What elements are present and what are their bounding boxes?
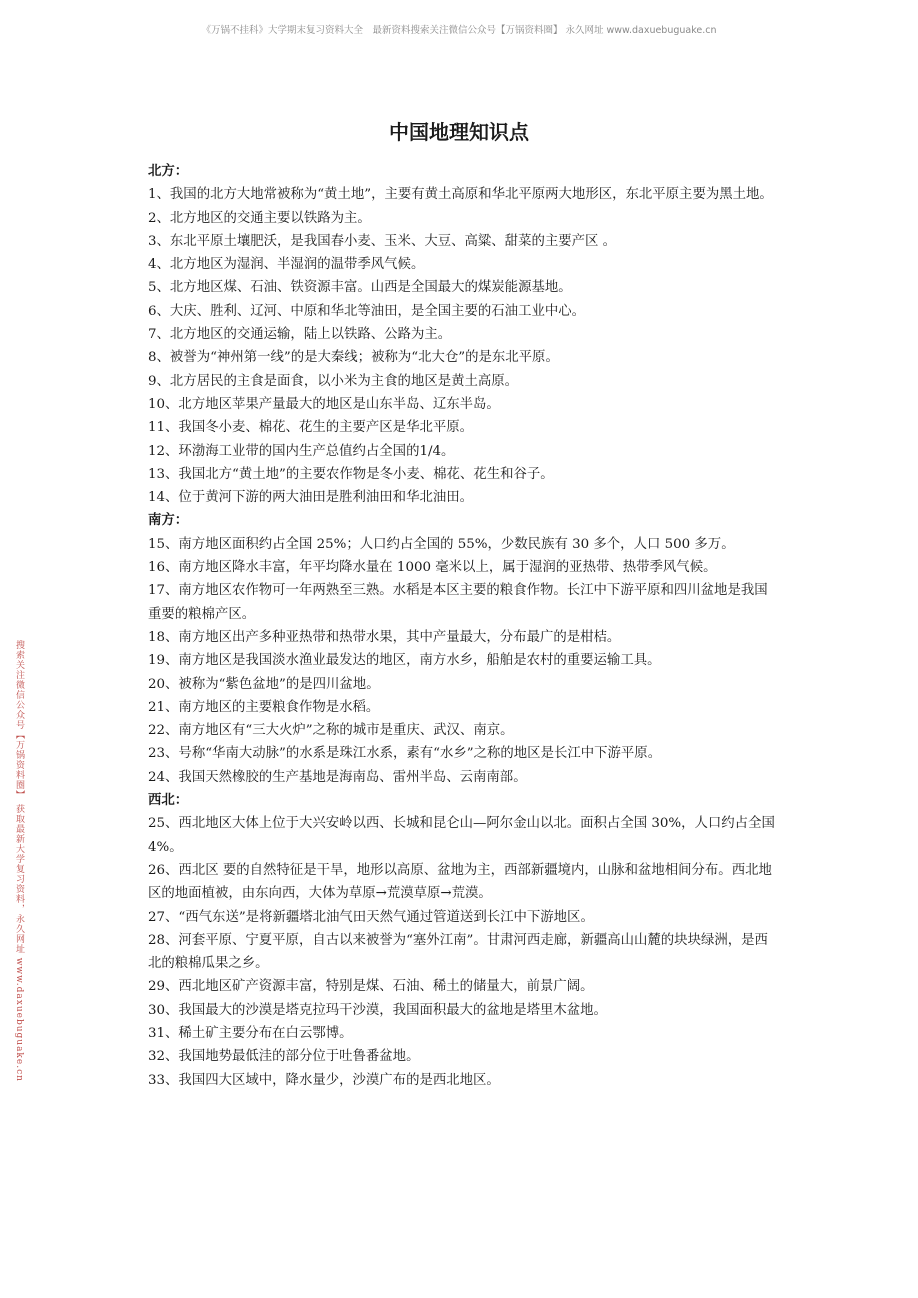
list-item: 6、大庆、胜利、辽河、中原和华北等油田，是全国主要的石油工业中心。 bbox=[148, 303, 586, 319]
list-item: 16、南方地区降水丰富，年平均降水量在 1000 毫米以上，属于湿润的亚热带、热带季风气候。 bbox=[148, 560, 717, 576]
list-item: 30、我国最大的沙漠是塔克拉玛干沙漠，我国面积最大的盆地是塔里木盆地。 bbox=[148, 1002, 607, 1018]
list-item: 31、稀土矿主要分布在白云鄂博。 bbox=[148, 1025, 353, 1041]
list-item: 21、南方地区的主要粮食作物是水稻。 bbox=[148, 699, 380, 715]
list-item: 20、被称为“紫色盆地”的是四川盆地。 bbox=[148, 676, 380, 692]
page-title: 中国地理知识点 bbox=[389, 120, 529, 144]
section-heading: 北方： bbox=[148, 164, 189, 179]
list-item: 14、位于黄河下游的两大油田是胜利油田和华北油田。 bbox=[148, 490, 474, 506]
list-item: 5、北方地区煤、石油、铁资源丰富。山西是全国最大的煤炭能源基地。 bbox=[148, 280, 572, 296]
side-watermark-text: 搜索关注微信公众号【万锅资料圈】 获取最新大学复习资料，永久网址 www.daxuebuguake.cn bbox=[14, 640, 24, 1082]
list-item: 29、西北地区矿产资源丰富，特别是煤、石油、稀土的储量大，前景广阔。 bbox=[148, 979, 594, 995]
list-item: 9、北方居民的主食是面食，以小米为主食的地区是黄土高原。 bbox=[148, 373, 519, 389]
list-item: 19、南方地区是我国淡水渔业最发达的地区，南方水乡，船舶是农村的重要运输工具。 bbox=[148, 653, 661, 669]
list-item: 1、我国的北方大地常被称为“黄土地”，主要有黄土高原和华北平原两大地形区，东北平原主要为黑土地。 bbox=[148, 187, 773, 203]
list-item: 11、我国冬小麦、棉花、花生的主要产区是华北平原。 bbox=[148, 420, 474, 436]
list-item: 10、北方地区苹果产量最大的地区是山东半岛、辽东半岛。 bbox=[148, 396, 500, 412]
list-item: 27、“西气东送”是将新疆塔北油气田天然气通过管道送到长江中下游地区。 bbox=[148, 909, 594, 925]
list-item: 25、西北地区大体上位于大兴安岭以西、长城和昆仑山—阿尔金山以北。面积占全国 30%，人口约占全国 4%。 bbox=[148, 816, 775, 855]
list-item: 17、南方地区农作物可一年两熟至三熟。水稻是本区主要的粮食作物。长江中下游平原和四川盆地是我国重要的粮棉产区。 bbox=[148, 583, 768, 622]
list-item: 32、我国地势最低洼的部分位于吐鲁番盆地。 bbox=[148, 1049, 420, 1065]
list-item: 4、北方地区为湿润、半湿润的温带季风气候。 bbox=[148, 257, 425, 273]
list-item: 12、环渤海工业带的国内生产总值约占全国的1/4。 bbox=[148, 443, 455, 459]
list-item: 2、北方地区的交通主要以铁路为主。 bbox=[148, 210, 371, 226]
page-header: 《万锅不挂科》大学期末复习资料大全 最新资料搜索关注微信公众号【万锅资料圈】 永久网址 www.daxuebuguake.cn bbox=[201, 25, 717, 36]
list-item: 8、被誉为“神州第一线”的是大秦线；被称为“北大仓”的是东北平原。 bbox=[148, 350, 559, 366]
list-item: 15、南方地区面积约占全国 25%；人口约占全国的 55%，少数民族有 30 多个，人口 500 多万。 bbox=[148, 536, 735, 552]
list-item: 24、我国天然橡胶的生产基地是海南岛、雷州半岛、云南南部。 bbox=[148, 769, 527, 785]
list-item: 3、东北平原土壤肥沃，是我国春小麦、玉米、大豆、高粱、甜菜的主要产区 。 bbox=[148, 233, 617, 249]
section-heading: 西北： bbox=[148, 793, 189, 809]
list-item: 18、南方地区出产多种亚热带和热带水果，其中产量最大，分布最广的是柑桔。 bbox=[148, 629, 621, 645]
document-body bbox=[148, 160, 780, 1092]
list-item: 33、我国四大区域中，降水量少，沙漠广布的是西北地区。 bbox=[148, 1072, 500, 1088]
section-heading: 南方： bbox=[148, 513, 189, 529]
list-item: 22、南方地区有“三大火炉”之称的城市是重庆、武汉、南京。 bbox=[148, 723, 514, 739]
list-item: 23、号称“华南大动脉”的水系是珠江水系，素有“水乡”之称的地区是长江中下游平原。 bbox=[148, 746, 662, 762]
list-item: 28、河套平原、宁夏平原，自古以来被誉为“塞外江南”。甘肃河西走廊，新疆高山山麓的块块绿洲，是西北的粮棉瓜果之乡。 bbox=[148, 932, 768, 972]
list-item: 26、西北区 要的自然特征是干旱，地形以高原、盆地为主，西部新疆境内，山脉和盆地相间分布。西北地区的地面植被，由东向西，大体为草原→荒漠草原→荒漠。 bbox=[148, 862, 772, 902]
list-item: 13、我国北方“黄土地”的主要农作物是冬小麦、棉花、花生和谷子。 bbox=[148, 466, 554, 482]
list-item: 7、北方地区的交通运输，陆上以铁路、公路为主。 bbox=[148, 327, 452, 343]
